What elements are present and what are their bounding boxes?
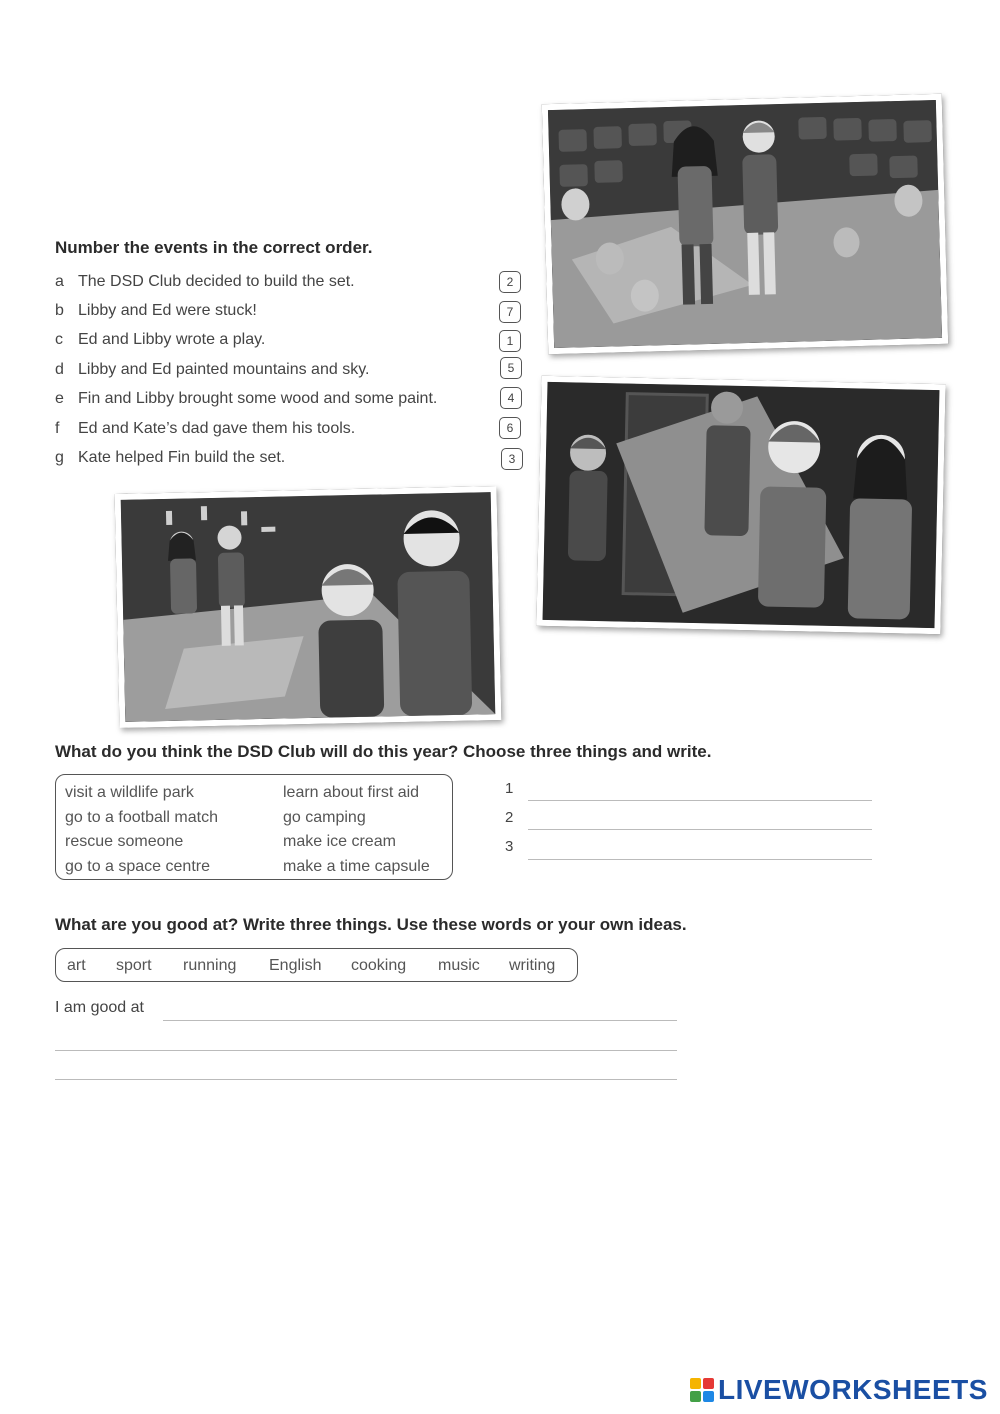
- activity-option: make a time capsule: [283, 858, 430, 875]
- illustration-stuck-laughing: [115, 486, 502, 728]
- event-letter: d: [55, 361, 64, 378]
- event-text: Libby and Ed painted mountains and sky.: [78, 361, 370, 378]
- activity-answer-1-input[interactable]: [528, 778, 872, 801]
- event-row: [55, 299, 257, 323]
- activity-answer-2-input[interactable]: [528, 807, 872, 830]
- activity-word-box: [55, 774, 453, 880]
- section1-title: Number the events in the correct order.: [55, 238, 373, 257]
- event-row: [55, 270, 355, 294]
- skill-word: sport: [116, 957, 152, 974]
- event-order-input[interactable]: [500, 357, 522, 379]
- event-row: [55, 387, 437, 411]
- event-letter: e: [55, 390, 64, 407]
- activity-answer-3-input[interactable]: [528, 837, 872, 860]
- event-order-input[interactable]: [500, 387, 522, 409]
- activity-option: go to a football match: [65, 809, 218, 826]
- section2-title: What do you think the DSD Club will do this year? Choose three things and write.: [55, 742, 712, 761]
- skill-word: English: [269, 957, 322, 974]
- good-at-prompt: I am good at: [55, 999, 144, 1016]
- event-order-input[interactable]: [499, 417, 521, 439]
- event-row: [55, 446, 285, 470]
- event-letter: b: [55, 302, 64, 319]
- stuck-laughing-image: [121, 492, 496, 722]
- event-letter: a: [55, 273, 64, 290]
- section3-title: What are you good at? Write three things. Use these words or your own ideas.: [55, 915, 687, 934]
- event-text: Kate helped Fin build the set.: [78, 449, 286, 466]
- liveworksheets-logo: [690, 1374, 988, 1406]
- skill-word: art: [67, 957, 86, 974]
- activity-option: rescue someone: [65, 833, 184, 850]
- skills-word-box: [55, 948, 578, 982]
- good-at-answer-2-input[interactable]: [55, 1027, 677, 1051]
- event-text: The DSD Club decided to build the set.: [78, 273, 355, 290]
- event-text: Fin and Libby brought some wood and some paint.: [78, 390, 438, 407]
- event-letter: g: [55, 449, 64, 466]
- event-row: [55, 358, 369, 382]
- logo-tiles-icon: [690, 1378, 714, 1402]
- line-number: 3: [505, 838, 514, 855]
- building-set-image: [543, 382, 940, 628]
- activity-option: learn about first aid: [283, 784, 420, 801]
- logo-text: LIVEWORKSHEETS: [718, 1374, 988, 1405]
- event-row: [55, 328, 265, 352]
- event-letter: c: [55, 331, 63, 348]
- event-order-input[interactable]: [499, 301, 521, 323]
- good-at-answer-1-input[interactable]: [163, 997, 677, 1021]
- skill-word: running: [183, 957, 237, 974]
- event-order-input[interactable]: [501, 448, 523, 470]
- event-order-input[interactable]: [499, 271, 521, 293]
- event-order-input[interactable]: [499, 330, 521, 352]
- event-text: Ed and Libby wrote a play.: [78, 331, 266, 348]
- illustration-building-set: [536, 376, 945, 634]
- skill-word: writing: [509, 957, 556, 974]
- activity-option: go to a space centre: [65, 858, 210, 875]
- activity-option: go camping: [283, 809, 366, 826]
- theatre-painting-image: [548, 100, 942, 348]
- activity-option: make ice cream: [283, 833, 396, 850]
- skill-word: music: [438, 957, 480, 974]
- line-number: 2: [505, 809, 514, 826]
- event-letter: f: [55, 420, 60, 437]
- good-at-answer-3-input[interactable]: [55, 1056, 677, 1080]
- event-text: Ed and Kate’s dad gave them his tools.: [78, 420, 356, 437]
- activity-option: visit a wildlife park: [65, 784, 194, 801]
- illustration-theatre-painting: [542, 94, 948, 354]
- skill-word: cooking: [351, 957, 407, 974]
- event-text: Libby and Ed were stuck!: [78, 302, 257, 319]
- event-row: [55, 417, 355, 441]
- line-number: 1: [505, 780, 514, 797]
